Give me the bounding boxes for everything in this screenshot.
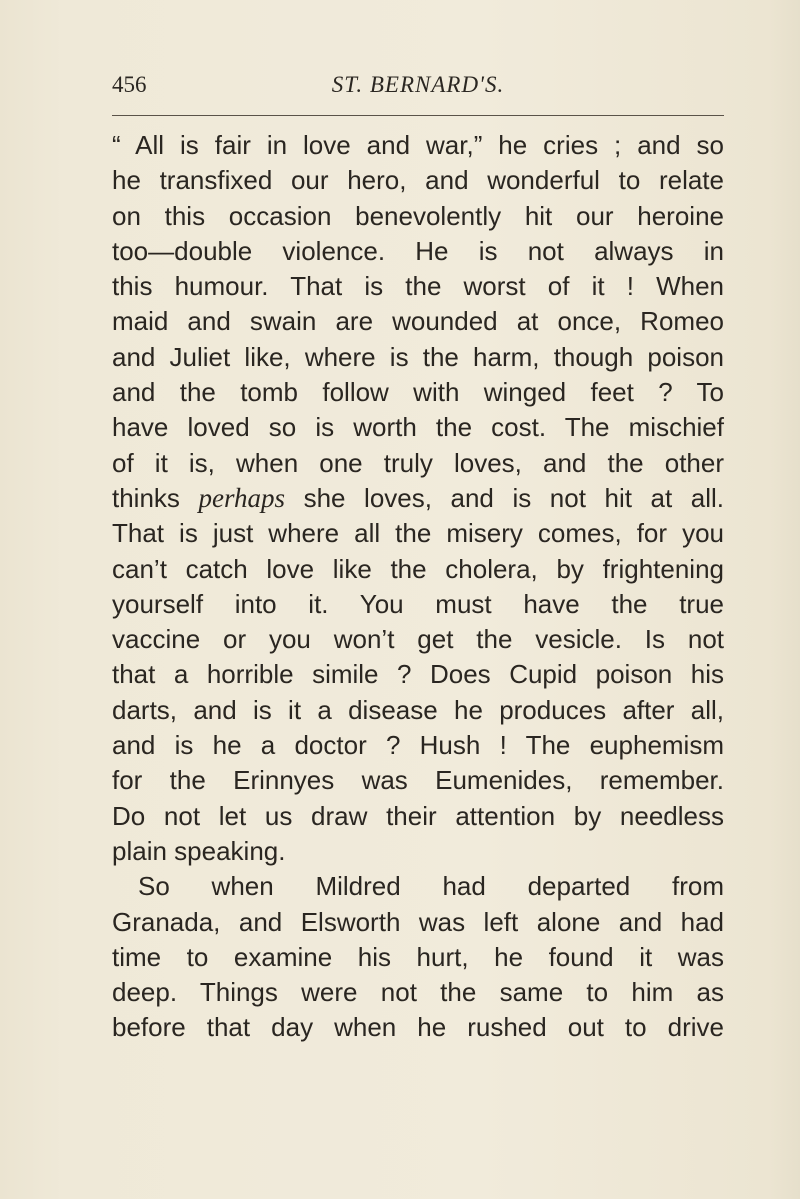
text-line: time to examine his hurt, he found it was (112, 941, 724, 972)
text-segment: she loves, and is not hit at all. (303, 482, 724, 513)
italic-word: perhaps (198, 482, 285, 513)
text-line: “ All is fair in love and war,” he cries ; and so (112, 130, 724, 160)
text-segment: thinks (112, 482, 180, 513)
text-line: have loved so is worth the cost. The mischief (112, 412, 724, 443)
text-line: that a horrible simile ? Does Cupid poison his (112, 659, 724, 690)
text-line: darts, and is it a disease he produces after all, (112, 694, 724, 725)
text-line: Granada, and Elsworth was left alone and had (112, 906, 724, 937)
text-line: deep. Things were not the same to him as (112, 977, 724, 1008)
text-line: That is just where all the misery comes, for you (112, 518, 724, 549)
text-line: he transfixed our hero, and wonderful to relate (112, 165, 724, 196)
text-line: for the Erinnyes was Eumenides, remember. (112, 765, 724, 796)
text-line: So when Mildred had departed from (138, 871, 724, 902)
text-line: plain speaking. (112, 835, 286, 866)
text-line: this humour. That is the worst of it ! When (112, 271, 724, 302)
text-line: and the tomb follow with winged feet ? To (112, 377, 724, 408)
text-line (112, 481, 724, 516)
running-head (112, 72, 724, 104)
page-number: 456 (112, 72, 147, 97)
text-line: and Juliet like, where is the harm, though poison (112, 341, 724, 372)
text-line: can’t catch love like the cholera, by frightening (112, 553, 724, 584)
text-line: Do not let us draw their attention by needless (112, 800, 724, 831)
text-line: before that day when he rushed out to drive (112, 1012, 724, 1043)
text-line: vaccine or you won’t get the vesicle. Is not (112, 624, 724, 655)
text-line: too—double violence. He is not always in (112, 235, 724, 266)
text-line: maid and swain are wounded at once, Romeo (112, 306, 724, 337)
header-rule (112, 115, 724, 116)
text-line: yourself into it. You must have the true (112, 588, 724, 619)
text-line: of it is, when one truly loves, and the other (112, 447, 724, 478)
text-line: on this occasion benevolently hit our heroine (112, 200, 724, 231)
body-text (112, 128, 724, 1046)
text-line: and is he a doctor ? Hush ! The euphemism (112, 730, 724, 761)
running-title: ST. BERNARD'S. (331, 72, 505, 97)
